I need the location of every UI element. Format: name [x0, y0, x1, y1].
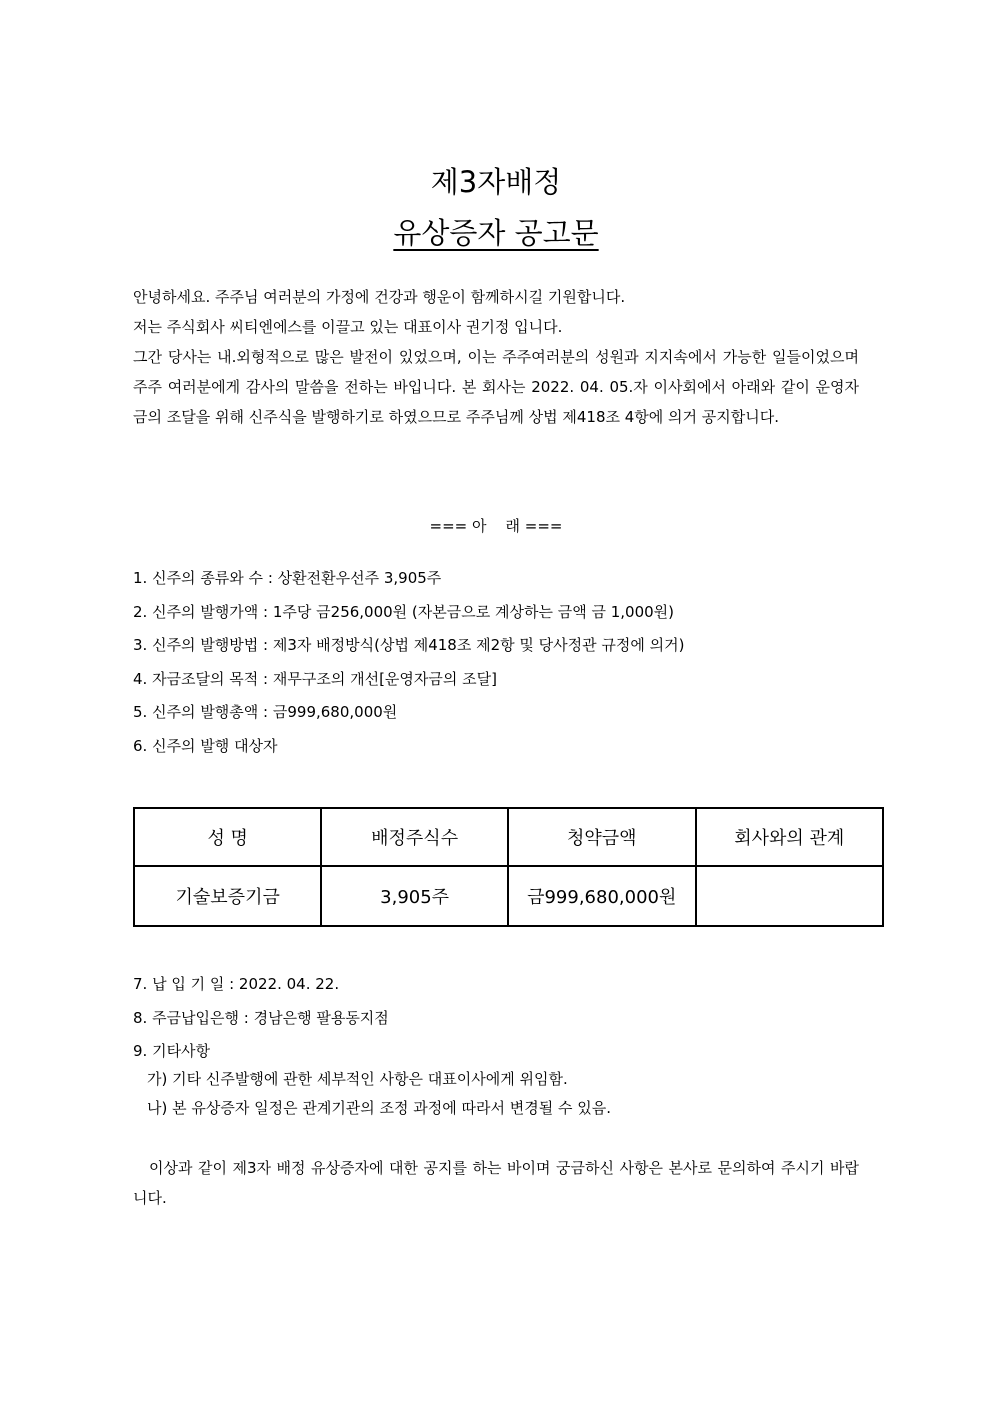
subitem-schedule-change: 나) 본 유상증자 일정은 관계기관의 조정 과정에 따라서 변경될 수 있음.	[147, 1099, 612, 1118]
item-funding-purpose: 4. 자금조달의 목적 : 재무구조의 개선[운영자금의 조달]	[133, 669, 497, 688]
document-title: 제3자배정	[430, 165, 562, 199]
subitem-delegation: 가) 기타 신주발행에 관한 세부적인 사항은 대표이사에게 위임함.	[147, 1070, 568, 1089]
header-allotted-shares: 배정주식수	[321, 808, 508, 866]
intro-body: 그간 당사는 내.외형적으로 많은 발전이 있었으며, 이는 주주여러분의 성원과 지지속에서 가능한 일들이었으며 주주 여러분에게 감사의 말씀을 전하는 바입니다. 본 회사는 2022. 04. 05.자 이사회에서 아래와 같이 운영자금의 조달을 위해 신주식을 발행하기로 하였으므로 주주님께 상법 제418조 4항에 의거 공지합니다.	[133, 348, 859, 426]
document-subtitle-text: 유상증자 공고문	[393, 216, 599, 250]
item-issue-price: 2. 신주의 발행가액 : 1주당 금256,000원 (자본금으로 계상하는 금액 금 1,000원)	[133, 602, 675, 621]
issuance-items	[133, 566, 893, 768]
header-name: 성 명	[134, 808, 321, 866]
header-subscription-amount: 청약금액	[508, 808, 696, 866]
cell-relationship	[696, 866, 883, 926]
payment-items	[133, 972, 893, 1125]
cell-allotted-shares: 3,905주	[321, 866, 508, 926]
item-payment-date: 7. 납 입 기 일 : 2022. 04. 22.	[133, 975, 340, 993]
item-other-matters: 9. 기타사항	[133, 1042, 211, 1061]
table-header-row	[134, 808, 883, 866]
allottee-table	[133, 807, 884, 927]
item-total-amount: 5. 신주의 발행총액 : 금999,680,000원	[133, 703, 398, 722]
item-share-type: 1. 신주의 종류와 수 : 상환전환우선주 3,905주	[133, 569, 442, 587]
section-heading: === 아 래 ===	[429, 517, 563, 535]
document-subtitle	[0, 215, 992, 251]
intro-ceo: 저는 주식회사 씨티엔에스를 이끌고 있는 대표이사 권기정 입니다.	[133, 318, 563, 336]
cell-subscription-amount: 금999,680,000원	[508, 866, 696, 926]
table-row	[134, 866, 883, 926]
item-allottees: 6. 신주의 발행 대상자	[133, 736, 278, 755]
cell-name: 기술보증기금	[134, 866, 321, 926]
intro-section	[133, 282, 859, 432]
item-issue-method: 3. 신주의 발행방법 : 제3자 배정방식(상법 제418조 제2항 및 당사정관 규정에 의거)	[133, 636, 685, 655]
closing-paragraph: 이상과 같이 제3자 배정 유상증자에 대한 공지를 하는 바이며 궁금하신 사항은 본사로 문의하여 주시기 바랍니다.	[133, 1159, 859, 1207]
intro-greeting: 안녕하세요. 주주님 여러분의 가정에 건강과 행운이 함께하시길 기원합니다.	[133, 288, 626, 306]
item-payment-bank: 8. 주금납입은행 : 경남은행 팔용동지점	[133, 1008, 389, 1027]
header-relationship: 회사와의 관계	[696, 808, 883, 866]
